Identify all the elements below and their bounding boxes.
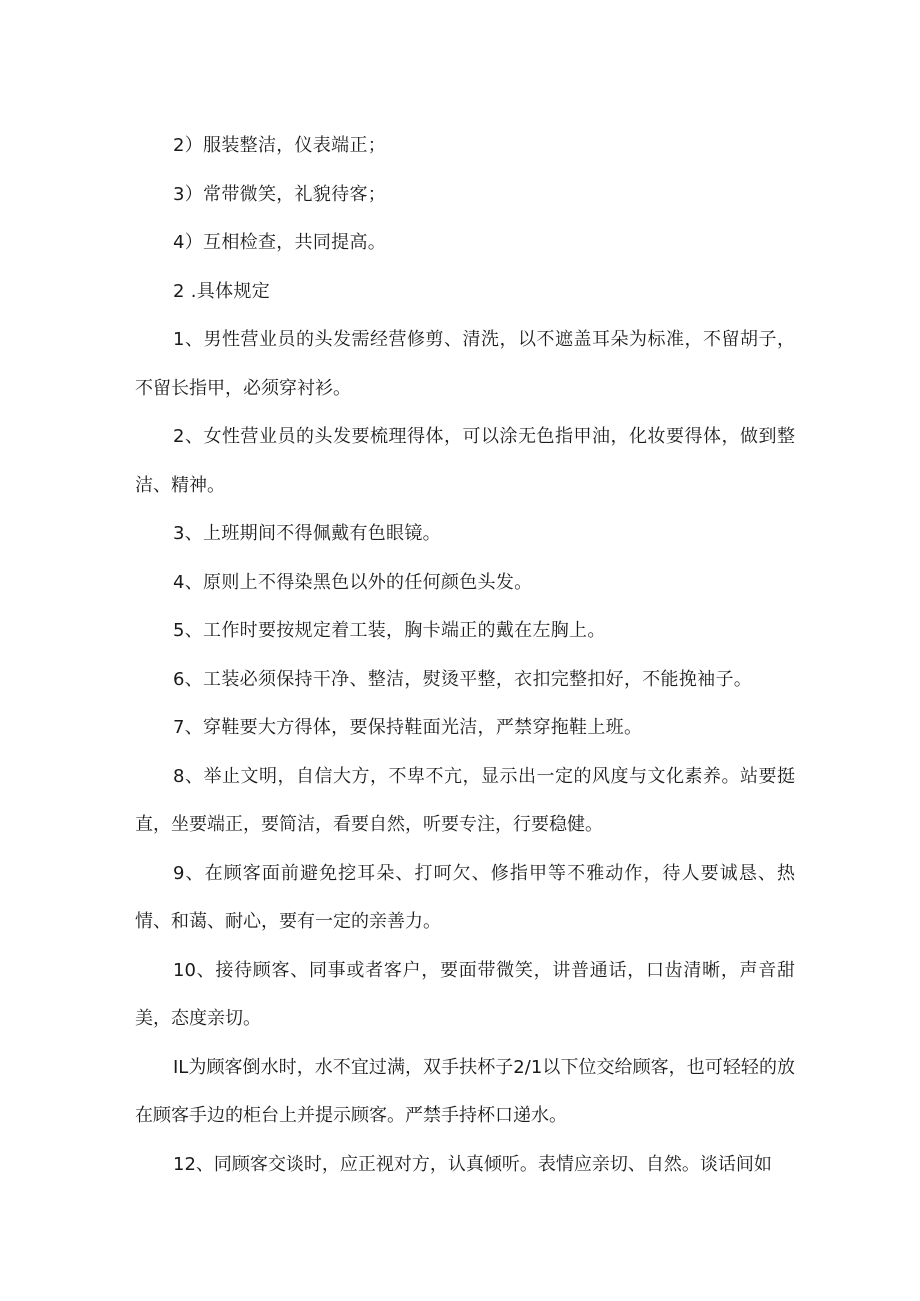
rule-7: 7、穿鞋要大方得体，要保持鞋面光洁，严禁穿拖鞋上班。 <box>173 717 643 738</box>
document-body <box>135 122 795 1189</box>
rule-1: 1、男性营业员的头发需经营修剪、清洗，以不遮盖耳朵为标准，不留胡子，不留长指甲，必须穿衬衫。 <box>135 329 795 399</box>
rule-9: 9、在顾客面前避免挖耳朵、打呵欠、修指甲等不雅动作，待人要诚恳、热情、和蔼、耐心，要有一定的亲善力。 <box>135 862 795 932</box>
section-heading: 2 .具体规定 <box>173 280 270 302</box>
rule-11: IL为顾客倒水时，水不宜过满，双手扶杯子2/1以下位交给顾客，也可轻轻的放在顾客手边的柜台上并提示顾客。严禁手持杯口递水。 <box>135 1056 795 1126</box>
rule-8: 8、举止文明，自信大方，不卑不亢，显示出一定的风度与文化素养。站要挺直，坐要端正，要简洁，看要自然，听要专注，行要稳健。 <box>135 765 795 835</box>
paragraph-item-3: 3）常带微笑，礼貌待客； <box>173 183 387 205</box>
rule-3: 3、上班期间不得佩戴有色眼镜。 <box>173 523 441 544</box>
rule-6: 6、工装必须保持干净、整洁，熨烫平整，衣扣完整扣好，不能挽袖子。 <box>173 668 753 690</box>
rule-4: 4、原则上不得染黑色以外的任何颜色头发。 <box>173 571 533 593</box>
rule-2: 2、女性营业员的头发要梳理得体，可以涂无色指甲油，化妆要得体，做到整洁、精神。 <box>135 426 795 496</box>
paragraph-item-4: 4）互相检查，共同提高。 <box>173 232 387 253</box>
paragraph-item-2: 2）服装整洁，仪表端正； <box>173 135 387 156</box>
rule-12: 12、同顾客交谈时，应正视对方，认真倾听。表情应亲切、自然。谈话间如 <box>173 1153 772 1175</box>
rule-5: 5、工作时要按规定着工装，胸卡端正的戴在左胸上。 <box>173 620 606 641</box>
rule-10: 10、接待顾客、同事或者客户，要面带微笑，讲普通话，口齿清晰，声音甜美，态度亲切。 <box>135 959 795 1029</box>
